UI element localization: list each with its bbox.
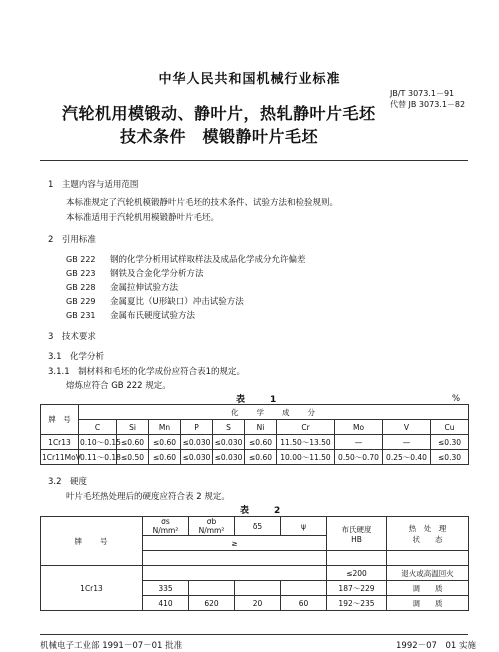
- table-cell: 0.50～0.70: [335, 450, 383, 465]
- issuing-organization: 中华人民共和国机械行业标准: [158, 72, 341, 87]
- table-cell: ≤0.60: [117, 435, 149, 450]
- section-3-1-heading: 3.1 化学分析: [48, 352, 105, 362]
- table-1: [40, 404, 469, 465]
- table-1-col-header: S: [213, 420, 245, 435]
- section-1-heading: 1 主题内容与适用范围: [48, 180, 139, 190]
- table-1-col-header: Cr: [277, 420, 335, 435]
- section-3-2-text: 叶片毛坯热处理后的硬度应符合表 2 规定。: [66, 492, 230, 502]
- table-1-col-header: P: [181, 420, 213, 435]
- section-3-1-1-text-2: 熔炼应符合 GB 222 规定。: [66, 381, 171, 391]
- table-1-grade: 1Cr11MoV: [41, 450, 79, 465]
- table-cell: —: [335, 435, 383, 450]
- table-1-grade: 1Cr13: [41, 435, 79, 450]
- reference-item: GB 223 钢铁及合金化学分析方法: [66, 269, 204, 279]
- table-cell: 0.10～0.15: [79, 435, 117, 450]
- table-cell: 调 质: [387, 581, 469, 596]
- footer-divider: [40, 634, 468, 635]
- table-cell: ≤0.30: [431, 450, 469, 465]
- table-cell: ≤0.30: [431, 435, 469, 450]
- table-cell: 20: [235, 596, 281, 611]
- document-title-line1: 汽轮机用模锻动、静叶片，热轧静叶片毛坯: [62, 104, 376, 123]
- table-2-ge-symbol: ≥: [143, 536, 327, 551]
- table-1-col-header: Cu: [431, 420, 469, 435]
- table-cell: ≤0.030: [213, 435, 245, 450]
- table-cell: ≤0.60: [149, 435, 181, 450]
- table-1-grade-header: 牌 号: [41, 405, 79, 435]
- table-1-group-header: 化 学 成 分: [79, 405, 469, 420]
- table-1-col-header: Si: [117, 420, 149, 435]
- table-1-col-header: Mn: [149, 420, 181, 435]
- table-2-col-header: δ5: [235, 517, 281, 536]
- table-cell: 620: [189, 596, 235, 611]
- standard-replaces: 代替 JB 3073.1－82: [390, 100, 466, 109]
- table-cell: 10.00～11.50: [277, 450, 335, 465]
- table-cell: ≤0.030: [181, 435, 213, 450]
- standard-number: JB/T 3073.1－91: [390, 89, 455, 98]
- table-2-header-row: [41, 517, 469, 536]
- table-cell: 192～235: [327, 596, 387, 611]
- table-cell: 调 质: [387, 596, 469, 611]
- table-cell: 11.50～13.50: [277, 435, 335, 450]
- table-cell: ≤0.60: [245, 435, 277, 450]
- table-1-header-row: [41, 405, 469, 420]
- table-2-hb-header: 布氏硬度 HB: [327, 517, 387, 551]
- table-cell: [143, 551, 327, 566]
- table-cell: [235, 581, 281, 596]
- table-2: [40, 516, 469, 611]
- table-2-col-header: ψ: [281, 517, 327, 536]
- table-cell: [143, 566, 327, 581]
- table-row: [41, 435, 469, 450]
- section-1-para-1: 本标准规定了汽轮机模锻静叶片毛坯的技术条件、试验方法和检验规则。: [66, 198, 339, 208]
- table-cell: 0.11～0.18: [79, 450, 117, 465]
- section-3-heading: 3 技术要求: [48, 332, 96, 342]
- reference-item: GB 231 金属布氏硬度试验方法: [66, 311, 196, 321]
- table-1-col-header: Ni: [245, 420, 277, 435]
- document-title-line2: 技术条件 模锻静叶片毛坯: [120, 127, 319, 146]
- reference-item: GB 222 钢的化学分析用试样取样法及成品化学成分允许偏差: [66, 255, 306, 265]
- table-cell: 335: [143, 581, 189, 596]
- table-1-unit: %: [452, 394, 461, 404]
- section-3-2-heading: 3.2 硬度: [48, 477, 88, 487]
- table-row: [41, 566, 469, 581]
- table-2-col-header: σb N/mm²: [189, 517, 235, 536]
- table-cell: ≤0.50: [117, 450, 149, 465]
- table-cell: ≤200: [327, 566, 387, 581]
- table-cell: ≤0.60: [149, 450, 181, 465]
- table-1-col-header: V: [383, 420, 431, 435]
- table-cell: 退火或高温回火: [387, 566, 469, 581]
- table-1-caption: 表 1: [236, 395, 285, 405]
- table-cell: 60: [281, 596, 327, 611]
- table-2-grade: 1Cr13: [41, 566, 143, 611]
- table-2-caption: 表 2: [240, 506, 289, 516]
- table-cell: [281, 581, 327, 596]
- table-cell: [189, 581, 235, 596]
- table-cell: ≤0.030: [213, 450, 245, 465]
- reference-item: GB 228 金属拉伸试验方法: [66, 283, 179, 293]
- table-cell: 187～229: [327, 581, 387, 596]
- section-1-para-2: 本标准适用于汽轮机用模锻静叶片毛坯。: [66, 213, 220, 223]
- approval-date: 机械电子工业部 1991－07－01 批准: [40, 641, 183, 651]
- standard-number-block: [390, 88, 465, 110]
- title-divider: [40, 160, 468, 161]
- table-cell: ≤0.60: [245, 450, 277, 465]
- table-1-col-header: C: [79, 420, 117, 435]
- table-cell: 410: [143, 596, 189, 611]
- table-cell: [327, 551, 387, 566]
- table-2-grade-header: 牌 号: [41, 517, 143, 566]
- reference-item: GB 229 金属夏比（U形缺口）冲击试验方法: [66, 297, 244, 307]
- section-3-1-1-text: 3.1.1 制材料和毛坯的化学成份应符合表1的规定。: [48, 367, 246, 377]
- table-cell: [387, 551, 469, 566]
- table-cell: —: [383, 435, 431, 450]
- table-cell: 0.25～0.40: [383, 450, 431, 465]
- table-row: [41, 450, 469, 465]
- section-2-heading: 2 引用标准: [48, 235, 96, 245]
- implementation-date: 1992－07 01 实施: [396, 641, 476, 651]
- table-1-col-header: Mo: [335, 420, 383, 435]
- table-1-element-row: [41, 420, 469, 435]
- table-2-ht-header: 热 处 理 状 态: [387, 517, 469, 551]
- table-cell: ≤0.030: [181, 450, 213, 465]
- table-2-col-header: σs N/mm²: [143, 517, 189, 536]
